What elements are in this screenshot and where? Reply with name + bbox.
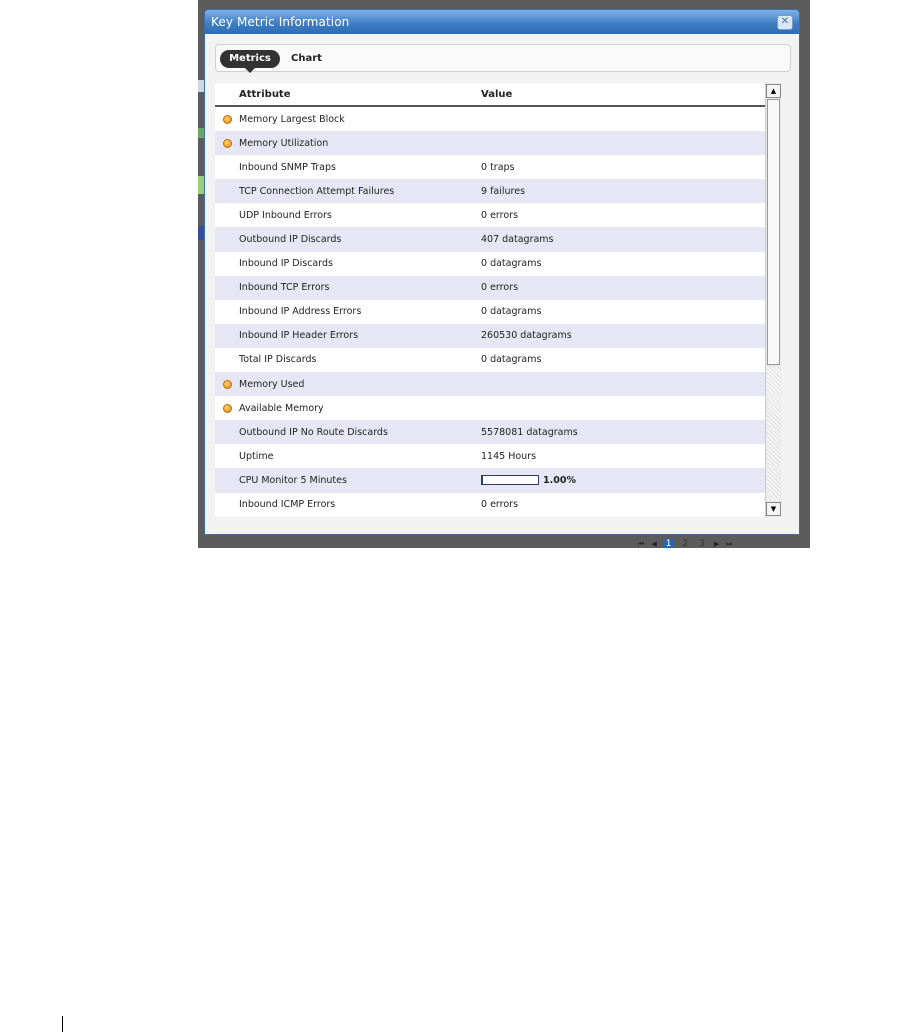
tab-chart[interactable]: Chart — [291, 53, 322, 64]
attribute-cell: Memory Used — [239, 378, 305, 390]
progress-bar-fill — [482, 476, 483, 484]
value-text: 0 errors — [481, 499, 519, 511]
value-text: 0 datagrams — [481, 354, 542, 366]
column-header-attribute[interactable]: Attribute — [239, 88, 291, 100]
value-text: 0 datagrams — [481, 306, 542, 318]
next-page-icon[interactable]: ▶ — [713, 540, 720, 548]
page-margin-mark — [62, 1016, 63, 1032]
table-row[interactable] — [215, 348, 765, 372]
table-row[interactable] — [215, 324, 765, 348]
warning-icon — [223, 380, 232, 389]
metrics-table — [215, 83, 765, 517]
table-row[interactable] — [215, 396, 765, 420]
warning-icon — [223, 115, 232, 124]
value-cell — [481, 186, 765, 197]
table-row[interactable] — [215, 444, 765, 468]
attribute-cell: Inbound IP Address Errors — [239, 306, 362, 318]
value-cell — [481, 330, 765, 341]
value-cell — [481, 306, 765, 317]
attribute-cell: Memory Largest Block — [239, 113, 345, 125]
table-header — [215, 83, 765, 107]
value-text: 9 failures — [481, 185, 526, 197]
last-page-icon[interactable]: ⏭ — [726, 539, 733, 548]
warning-icon — [223, 139, 232, 148]
page-number[interactable]: 1 — [665, 539, 672, 548]
progress-bar — [481, 475, 539, 485]
tab-bar — [215, 44, 791, 72]
value-cell — [481, 451, 765, 462]
vertical-scrollbar[interactable] — [765, 83, 781, 517]
close-icon[interactable]: ✕ — [777, 15, 793, 30]
row-icon-cell — [215, 115, 239, 124]
page-number[interactable]: 3 — [699, 539, 705, 548]
value-text: 1145 Hours — [481, 450, 537, 462]
value-text: 0 traps — [481, 161, 515, 173]
row-icon-cell — [215, 380, 239, 389]
attribute-cell: Available Memory — [239, 402, 324, 414]
value-cell — [481, 258, 765, 269]
attribute-cell: Inbound ICMP Errors — [239, 499, 336, 511]
page-number[interactable]: 2 — [682, 539, 689, 548]
pagination — [638, 539, 733, 548]
attribute-cell: Inbound TCP Errors — [239, 282, 330, 294]
table-row[interactable] — [215, 179, 765, 203]
table-body — [215, 107, 765, 517]
value-cell — [481, 475, 765, 486]
table-row[interactable] — [215, 372, 765, 396]
scroll-track[interactable] — [767, 367, 780, 501]
first-page-icon[interactable]: ⏮ — [638, 539, 645, 548]
value-cell — [481, 354, 765, 365]
attribute-cell: Outbound IP No Route Discards — [239, 426, 388, 438]
table-row[interactable] — [215, 131, 765, 155]
value-text: 260530 datagrams — [481, 330, 572, 342]
value-cell — [481, 210, 765, 221]
warning-icon — [223, 404, 232, 413]
progress-label: 1.00% — [543, 474, 576, 486]
attribute-cell: UDP Inbound Errors — [239, 209, 332, 221]
value-cell — [481, 234, 765, 245]
value-text: 407 datagrams — [481, 234, 554, 246]
attribute-cell: TCP Connection Attempt Failures — [239, 185, 395, 197]
value-text: 0 datagrams — [481, 258, 542, 270]
table-row[interactable] — [215, 227, 765, 251]
attribute-cell: Total IP Discards — [239, 354, 317, 366]
scroll-up-icon[interactable]: ▲ — [766, 84, 781, 98]
attribute-cell: Inbound IP Discards — [239, 258, 333, 270]
attribute-cell: Memory Utilization — [239, 137, 329, 149]
value-text: 0 errors — [481, 282, 519, 294]
tab-metrics[interactable]: Metrics — [220, 50, 280, 68]
table-row[interactable] — [215, 276, 765, 300]
scroll-thumb[interactable] — [767, 99, 780, 365]
value-text: 5578081 datagrams — [481, 426, 578, 438]
column-header-value[interactable]: Value — [481, 88, 513, 100]
key-metric-dialog — [204, 9, 800, 535]
value-text: 0 errors — [481, 209, 519, 221]
attribute-cell: Outbound IP Discards — [239, 234, 342, 246]
attribute-cell: Inbound SNMP Traps — [239, 161, 336, 173]
row-icon-cell — [215, 404, 239, 413]
dialog-titlebar[interactable] — [205, 10, 799, 34]
table-row[interactable] — [215, 300, 765, 324]
table-row[interactable] — [215, 107, 765, 131]
table-row[interactable] — [215, 493, 765, 517]
table-row[interactable] — [215, 468, 765, 492]
prev-page-icon[interactable]: ◀ — [651, 540, 657, 548]
attribute-cell: Uptime — [239, 450, 274, 462]
table-row[interactable] — [215, 203, 765, 227]
table-row[interactable] — [215, 252, 765, 276]
value-cell — [481, 282, 765, 293]
value-cell — [481, 499, 765, 510]
attribute-cell: Inbound IP Header Errors — [239, 330, 359, 342]
row-icon-cell — [215, 139, 239, 148]
scroll-down-icon[interactable]: ▼ — [766, 502, 781, 516]
table-row[interactable] — [215, 420, 765, 444]
value-cell — [481, 427, 765, 438]
value-cell — [481, 162, 765, 173]
attribute-cell: CPU Monitor 5 Minutes — [239, 474, 347, 486]
table-row[interactable] — [215, 155, 765, 179]
dialog-title: Key Metric Information — [211, 15, 350, 29]
